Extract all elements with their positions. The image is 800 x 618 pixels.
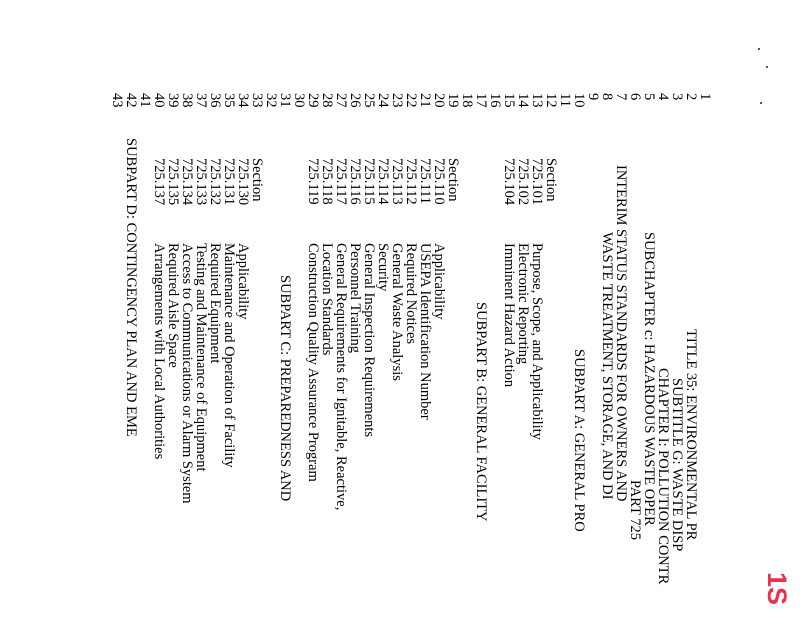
subpart-d-heading: SUBPART D: CONTINGENCY PLAN AND EME <box>123 138 139 437</box>
section-number: 725.115 <box>361 158 377 205</box>
section-title: Testing and Maintenance of Equipment <box>193 243 209 472</box>
line-number: 21 <box>417 93 433 108</box>
line-number: 1 <box>697 93 713 101</box>
line-number: 11 <box>557 93 573 107</box>
section-number: 725.112 <box>403 158 419 205</box>
section-number: 725.135 <box>165 158 181 206</box>
scan-speck <box>766 66 768 68</box>
line-number: 16 <box>487 93 503 108</box>
chapter-heading: CHAPTER I: POLLUTION CONTR <box>655 368 671 585</box>
section-title: Location Standards <box>319 243 335 356</box>
part-title-line-1: INTERIM STATUS STANDARDS FOR OWNERS AND <box>613 165 629 502</box>
section-title: Maintenance and Operation of Facility <box>221 243 237 468</box>
line-number: 39 <box>165 93 181 108</box>
part-title-line-2: WASTE TREATMENT, STORAGE, AND DI <box>599 232 615 500</box>
section-title: Required Aisle Space <box>165 243 181 368</box>
section-column-label: Section <box>249 158 265 202</box>
section-title: General Requirements for Ignitable, Reactive, <box>333 243 349 511</box>
line-number: 31 <box>277 93 293 108</box>
section-title: Security <box>375 243 391 292</box>
section-title: Applicability <box>431 243 447 320</box>
section-number: 725.137 <box>151 158 167 206</box>
line-number: 30 <box>291 93 307 108</box>
line-number: 12 <box>543 93 559 108</box>
section-title: Personnel Training <box>347 243 363 353</box>
line-number: 34 <box>235 93 251 108</box>
scan-speck <box>760 102 762 104</box>
section-number: 725.119 <box>305 158 321 205</box>
line-number: 5 <box>641 93 657 101</box>
section-title: Arrangements with Local Authorities <box>151 243 167 460</box>
section-title: USEPA Identification Number <box>417 243 433 420</box>
line-number: 13 <box>529 93 545 108</box>
section-number: 725.133 <box>193 158 209 206</box>
section-number: 725.101 <box>529 158 545 206</box>
line-number: 17 <box>473 93 489 108</box>
section-title: Construction Quality Assurance Program <box>305 243 321 482</box>
part-number: PART 725 <box>627 480 643 540</box>
line-number: 14 <box>515 93 531 108</box>
line-number: 2 <box>683 93 699 101</box>
section-number: 725.104 <box>501 158 517 206</box>
section-number: 725.102 <box>515 158 531 206</box>
section-title: Required Notices <box>403 243 419 345</box>
section-number: 725.132 <box>207 158 223 206</box>
red-stamp-mark: 1S <box>762 572 792 606</box>
line-number: 27 <box>333 93 349 108</box>
section-column-label: Section <box>445 158 461 202</box>
line-number: 15 <box>501 93 517 108</box>
line-number: 3 <box>669 93 685 101</box>
section-number: 725.116 <box>347 158 363 205</box>
line-number: 43 <box>109 93 125 108</box>
section-title: Imminent Hazard Action <box>501 243 517 388</box>
subtitle-heading: SUBTITLE G: WASTE DISP <box>669 378 685 552</box>
line-number: 25 <box>361 93 377 108</box>
section-number: 725.134 <box>179 158 195 206</box>
line-number: 28 <box>319 93 335 108</box>
section-title: Applicability <box>235 243 251 320</box>
line-number: 10 <box>571 93 587 108</box>
section-number: 725.130 <box>235 158 251 206</box>
section-title: General Inspection Requirements <box>361 243 377 438</box>
section-number: 725.118 <box>319 158 335 205</box>
line-number: 6 <box>627 93 643 101</box>
section-title: Required Equipment <box>207 243 223 364</box>
line-number: 19 <box>445 93 461 108</box>
line-number: 9 <box>585 93 601 101</box>
section-title: General Waste Analysis <box>389 243 405 381</box>
section-number: 725.113 <box>389 158 405 205</box>
line-number: 35 <box>221 93 237 108</box>
section-title: Access to Communications or Alarm System <box>179 243 195 504</box>
section-number: 725.114 <box>375 158 391 205</box>
line-number: 24 <box>375 93 391 108</box>
line-number: 42 <box>123 93 139 108</box>
line-number: 36 <box>207 93 223 108</box>
line-number: 20 <box>431 93 447 108</box>
line-number: 29 <box>305 93 321 108</box>
section-number: 725.117 <box>333 158 349 205</box>
subchapter-heading: SUBCHAPTER c: HAZARDOUS WASTE OPER <box>641 232 657 526</box>
subpart-a-heading: SUBPART A: GENERAL PRO <box>571 349 587 532</box>
line-number: 41 <box>137 93 153 108</box>
section-number: 725.110 <box>431 158 447 205</box>
section-number: 725.131 <box>221 158 237 206</box>
subpart-b-heading: SUBPART B: GENERAL FACILITY <box>473 302 489 522</box>
line-number: 32 <box>263 93 279 108</box>
line-number: 26 <box>347 93 363 108</box>
section-column-label: Section <box>543 158 559 202</box>
line-number: 22 <box>403 93 419 108</box>
line-number: 38 <box>179 93 195 108</box>
line-number: 40 <box>151 93 167 108</box>
line-number: 7 <box>613 93 629 101</box>
line-number: 4 <box>655 93 671 101</box>
line-number: 33 <box>249 93 265 108</box>
title-heading: TITLE 35: ENVIRONMENTAL PR <box>683 329 699 541</box>
subpart-c-heading: SUBPART C: PREPAREDNESS AND <box>277 275 293 502</box>
line-number: 37 <box>193 93 209 108</box>
section-title: Purpose, Scope, and Applicability <box>529 243 545 440</box>
section-number: 725.111 <box>417 158 433 205</box>
line-number: 18 <box>459 93 475 108</box>
scan-speck <box>758 48 760 50</box>
section-title: Electronic Reporting <box>515 243 531 365</box>
line-number: 8 <box>599 93 615 101</box>
line-number: 23 <box>389 93 405 108</box>
